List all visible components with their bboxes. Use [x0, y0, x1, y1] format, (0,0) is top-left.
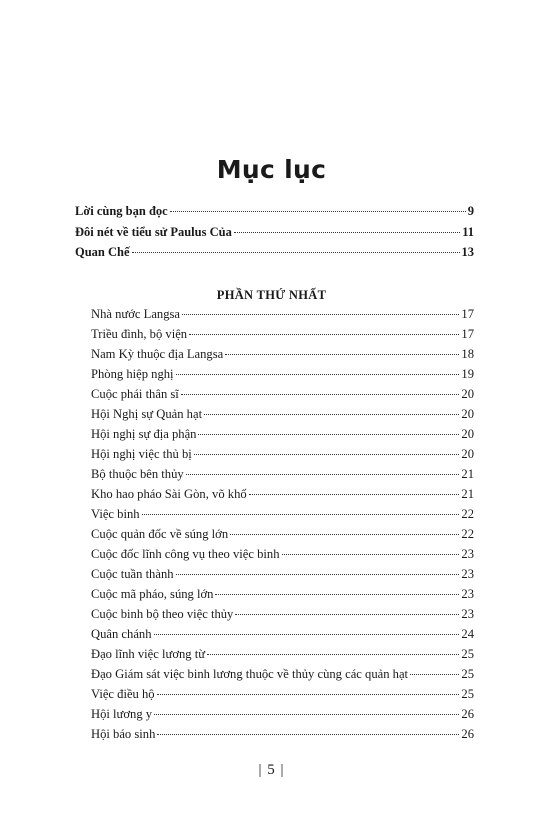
toc-entry-title: Hội nghị sự địa phận [91, 427, 197, 441]
dot-leader [154, 634, 460, 635]
dot-leader [225, 354, 459, 355]
toc-entry [91, 724, 474, 744]
toc-entry-title: Cuộc đốc lĩnh công vụ theo việc binh [91, 547, 280, 561]
dot-leader [132, 252, 460, 253]
toc-entry-page-number: 25 [461, 647, 474, 661]
part-one-list [91, 304, 474, 744]
dot-leader [198, 434, 459, 435]
toc-entry-title: Hội lương y [91, 707, 153, 721]
toc-entry-page-number: 24 [461, 627, 474, 641]
toc-entry-title: Kho hao pháo Sài Gòn, võ khố [91, 487, 247, 501]
toc-entry [91, 524, 474, 544]
toc-entry [75, 201, 474, 222]
toc-entry-page-number: 23 [461, 567, 474, 581]
toc-entry-page-number: 22 [461, 527, 474, 541]
toc-entry-title: Cuộc quản đốc về súng lớn [91, 527, 229, 541]
toc-entry [75, 222, 474, 243]
dot-leader [410, 674, 459, 675]
toc-entry [91, 704, 474, 724]
toc-entry [91, 544, 474, 564]
dot-leader [249, 494, 460, 495]
toc-entry [91, 584, 474, 604]
toc-entry [91, 644, 474, 664]
dot-leader [176, 574, 460, 575]
toc-entry [91, 664, 474, 684]
toc-entry-page-number: 18 [461, 347, 474, 361]
toc-entry-title: Đạo Giám sát việc binh lương thuộc về thủy cùng các quản hạt [91, 667, 409, 681]
toc-entry-page-number: 9 [467, 204, 474, 218]
toc-entry-title: Lời cùng bạn đọc [75, 204, 168, 218]
toc-entry [91, 384, 474, 404]
dot-leader [157, 734, 459, 735]
dot-leader [282, 554, 460, 555]
dot-leader [194, 454, 460, 455]
toc-entry-page-number: 20 [461, 427, 474, 441]
dot-leader [157, 694, 460, 695]
toc-entry-title: Đạo lĩnh việc lương từ [91, 647, 206, 661]
toc-entry [91, 324, 474, 344]
toc-entry-title: Hội báo sinh [91, 727, 156, 741]
dot-leader [170, 211, 466, 212]
toc-entry [91, 684, 474, 704]
toc-entry-page-number: 19 [461, 367, 474, 381]
toc-entry-title: Cuộc tuần thành [91, 567, 174, 581]
toc-entry-page-number: 11 [462, 224, 474, 239]
dot-leader [215, 594, 459, 595]
toc-entry [91, 484, 474, 504]
page-title: Mục lục [216, 154, 327, 184]
dot-leader [181, 394, 460, 395]
toc-entry-title: Quân chánh [91, 627, 152, 641]
toc-entry-page-number: 23 [461, 607, 474, 621]
page-number: | 5 | [258, 762, 285, 778]
toc-entry [75, 242, 474, 263]
toc-entry-title: Nam Kỳ thuộc địa Langsa [91, 347, 224, 361]
dot-leader [189, 334, 459, 335]
toc-entry-title: Đôi nét về tiểu sử Paulus Của [75, 224, 232, 239]
toc-entry-page-number: 26 [461, 727, 474, 741]
toc-entry-page-number: 20 [461, 407, 474, 421]
front-matter-list [75, 201, 474, 263]
toc-entry [91, 624, 474, 644]
toc-entry-title: Bộ thuộc bên thủy [91, 467, 184, 481]
toc-entry-title: Nhà nước Langsa [91, 307, 181, 321]
toc-entry-title: Cuộc phái thân sĩ [91, 387, 179, 401]
dot-leader [230, 534, 459, 535]
dot-leader [176, 374, 460, 375]
toc-entry [91, 404, 474, 424]
toc-entry [91, 364, 474, 384]
toc-entry-title: Hội nghị việc thủ bị [91, 447, 192, 461]
toc-entry [91, 504, 474, 524]
toc-entry-title: Việc điều hộ [91, 687, 155, 701]
toc-entry [91, 564, 474, 584]
toc-entry [91, 464, 474, 484]
toc-entry-page-number: 21 [461, 467, 474, 481]
toc-entry-page-number: 13 [461, 245, 474, 259]
part-heading: PHẦN THỨ NHẤT [216, 288, 327, 302]
toc-entry-page-number: 21 [461, 487, 474, 501]
toc-entry-page-number: 20 [461, 387, 474, 401]
toc-entry-title: Phòng hiệp nghị [91, 367, 174, 381]
toc-entry-title: Cuộc mã pháo, súng lớn [91, 587, 214, 601]
dot-leader [234, 232, 460, 233]
dot-leader [186, 474, 460, 475]
toc-entry-page-number: 25 [461, 687, 474, 701]
toc-entry-page-number: 23 [461, 547, 474, 561]
toc-entry [91, 604, 474, 624]
dot-leader [207, 654, 459, 655]
toc-entry [91, 444, 474, 464]
dot-leader [204, 414, 459, 415]
toc-entry-page-number: 23 [461, 587, 474, 601]
toc-entry-title: Hội Nghị sự Quản hạt [91, 407, 203, 421]
dot-leader [182, 314, 459, 315]
toc-entry-title: Việc binh [91, 507, 140, 521]
dot-leader [154, 714, 459, 715]
toc-entry-page-number: 17 [461, 327, 474, 341]
dot-leader [142, 514, 460, 515]
toc-entry-title: Triều đình, bộ viện [91, 327, 188, 341]
toc-entry-page-number: 17 [461, 307, 474, 321]
toc-entry-page-number: 20 [461, 447, 474, 461]
toc-entry [91, 424, 474, 444]
toc-entry-title: Quan Chế [75, 245, 130, 259]
toc-entry [91, 344, 474, 364]
toc-entry [91, 304, 474, 324]
toc-entry-page-number: 22 [461, 507, 474, 521]
toc-entry-page-number: 25 [461, 667, 474, 681]
toc-entry-title: Cuộc binh bộ theo việc thủy [91, 607, 234, 621]
dot-leader [235, 614, 459, 615]
toc-entry-page-number: 26 [461, 707, 474, 721]
